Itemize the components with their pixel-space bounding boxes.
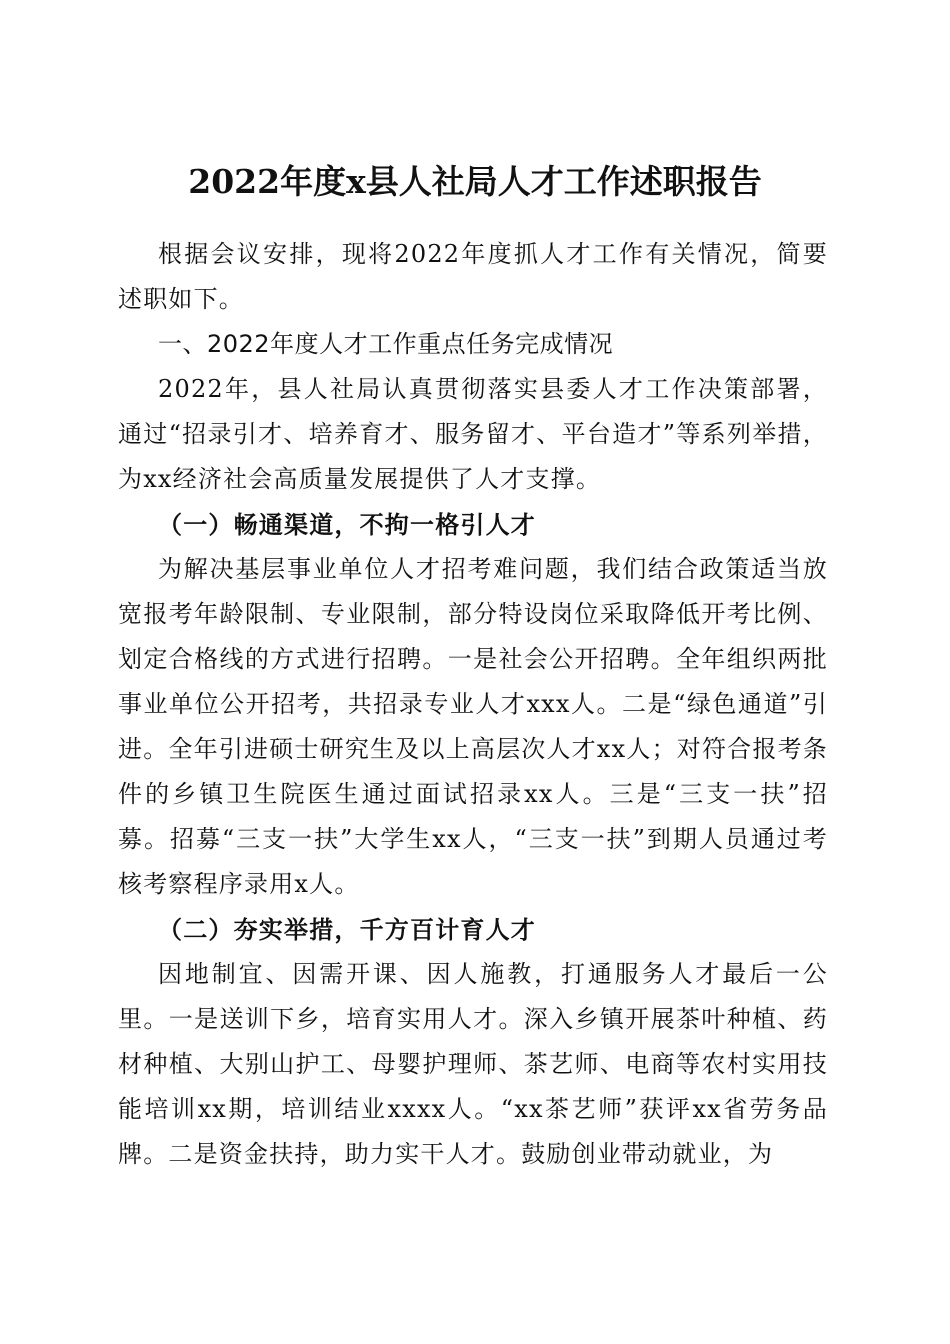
document-body — [118, 232, 828, 1177]
subsection-2-heading: （二）夯实举措，千方百计育人才 — [158, 915, 536, 944]
section-1-heading: 一、2022年度人才工作重点任务完成情况 — [158, 330, 614, 358]
subsection-2-paragraph: 因地制宜、因需开课、因人施教，打通服务人才最后一公里。一是送训下乡，培育实用人才。深入乡镇开展茶叶种植、药材种植、大别山护工、母婴护理师、茶艺师、电商等农村实用技能培训xx期，培训结业xxxx人。“xx茶艺师”获评xx省劳务品牌。二是资金扶持，助力实干人才。鼓励创业带动就业，为 — [118, 960, 828, 1168]
document-title: 2022年度x县人社局人才工作述职报告 — [188, 162, 762, 202]
subsection-1-heading: （一）畅通渠道，不拘一格引人才 — [158, 510, 536, 539]
section-1-paragraph: 2022年，县人社局认真贯彻落实县委人才工作决策部署，通过“招录引才、培养育才、服务留才、平台造才”等系列举措，为xx经济社会高质量发展提供了人才支撑。 — [118, 375, 828, 493]
intro-paragraph: 根据会议安排，现将2022年度抓人才工作有关情况，简要述职如下。 — [118, 240, 828, 313]
subsection-1-paragraph: 为解决基层事业单位人才招考难问题，我们结合政策适当放宽报考年龄限制、专业限制，部分特设岗位采取降低开考比例、划定合格线的方式进行招聘。一是社会公开招聘。全年组织两批事业单位公开招考，共招录专业人才xxx人。二是“绿色通道”引进。全年引进硕士研究生及以上高层次人才xx人；对符合报考条件的乡镇卫生院医生通过面试招录xx人。三是“三支一扶”招募。招募“三支一扶”大学生xx人，“三支一扶”到期人员通过考核考察程序录用x人。 — [118, 555, 828, 898]
